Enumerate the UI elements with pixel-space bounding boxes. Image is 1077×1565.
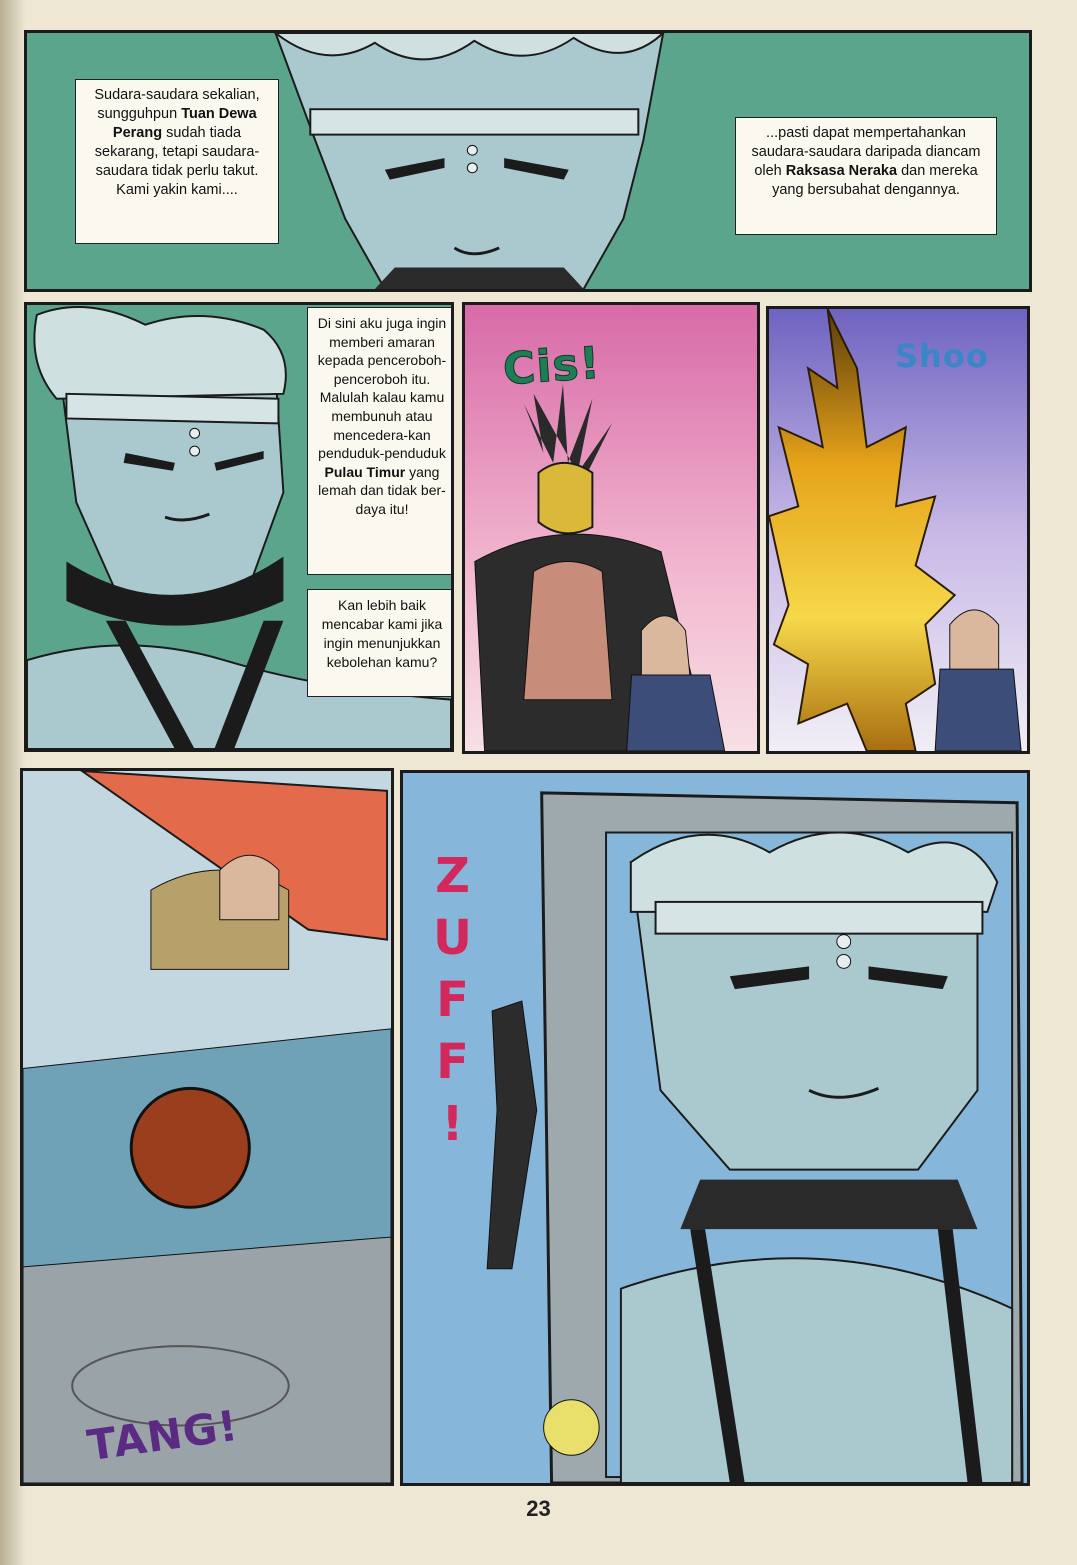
panel-1 bbox=[24, 30, 1032, 292]
caption-defense-speech bbox=[735, 117, 997, 235]
sfx-shoo: Shoo bbox=[895, 337, 989, 375]
caption-bold-text: Tuan Dewa Perang bbox=[112, 106, 257, 141]
sfx-cis: Cis! bbox=[501, 337, 603, 396]
panel-5 bbox=[20, 768, 394, 1486]
sfx-letter: U bbox=[433, 910, 473, 966]
panel-4-art bbox=[769, 309, 1027, 751]
sfx-letter: F bbox=[436, 1034, 470, 1090]
caption-challenge-us bbox=[307, 589, 454, 697]
sfx-letter: Z bbox=[435, 848, 471, 904]
sfx-tang: TANG! bbox=[84, 1400, 242, 1471]
panel-5-art bbox=[23, 771, 391, 1483]
caption-text: Kan lebih baik mencabar kami jika ingin menunjukkan kebolehan kamu? bbox=[321, 597, 443, 670]
panel-6 bbox=[400, 770, 1030, 1486]
caption-war-god-speech bbox=[75, 79, 279, 244]
sfx-letter: F bbox=[436, 972, 470, 1028]
panel-6-art bbox=[403, 773, 1027, 1483]
caption-text: Di sini aku juga ingin memberi amaran kepada penceroboh-penceroboh itu. Malulah kalau kamu membunuh atau mencedera-kan penduduk-penduduk bbox=[317, 315, 447, 462]
panel-4 bbox=[766, 306, 1030, 754]
caption-text: yang lemah dan tidak ber-daya itu! bbox=[318, 463, 446, 517]
sfx-letter: ! bbox=[441, 1096, 465, 1152]
page-number: 23 bbox=[526, 1496, 551, 1521]
caption-warning-intruders bbox=[307, 307, 454, 575]
panel-3 bbox=[462, 302, 760, 754]
caption-text: dan mereka yang bersubahat dengannya. bbox=[772, 163, 978, 198]
caption-bold-text: Raksasa Neraka bbox=[785, 163, 898, 179]
caption-bold-text: Pulau Timur bbox=[324, 463, 406, 480]
caption-text: Sudara-saudara sekalian, sungguhpun bbox=[94, 87, 260, 122]
panel-2 bbox=[24, 302, 454, 752]
caption-text: ...pasti dapat mempertahankan saudara-saudara daripada diancam oleh bbox=[751, 125, 981, 179]
sfx-zuff bbox=[433, 845, 473, 1155]
caption-text: sudah tiada sekarang, tetapi saudara-saudara tidak perlu takut. Kami yakin kami.... bbox=[94, 125, 260, 198]
